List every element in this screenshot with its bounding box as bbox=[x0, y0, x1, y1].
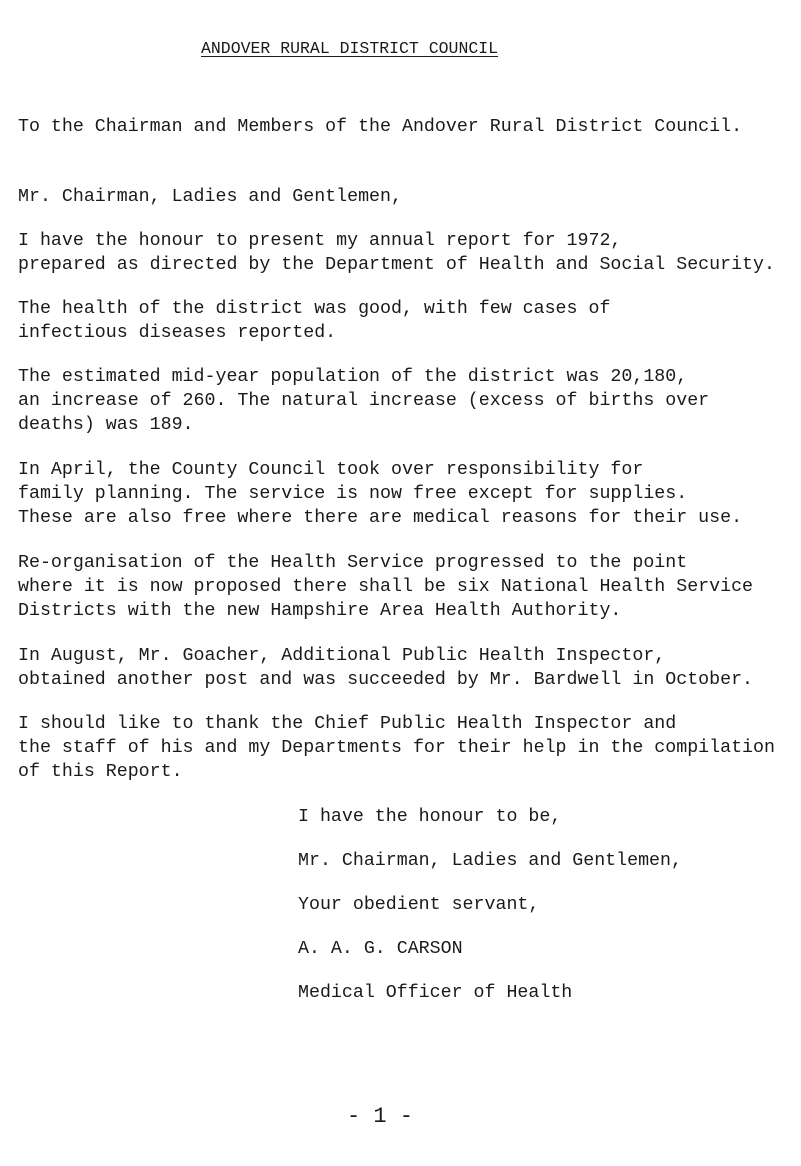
paragraph-7-line-1: I should like to thank the Chief Public Health Inspector and bbox=[18, 714, 677, 734]
paragraph-4-line-2: family planning. The service is now free except for supplies. bbox=[18, 484, 688, 504]
signatory-name: A. A. G. CARSON bbox=[298, 939, 463, 959]
closing-line-2: Mr. Chairman, Ladies and Gentlemen, bbox=[298, 851, 682, 871]
paragraph-3-line-2: an increase of 260. The natural increase (excess of births over bbox=[18, 391, 710, 411]
page-title: ANDOVER RURAL DISTRICT COUNCIL bbox=[201, 39, 499, 58]
paragraph-6-line-1: In August, Mr. Goacher, Additional Public Health Inspector, bbox=[18, 646, 666, 666]
paragraph-7-line-3: of this Report. bbox=[18, 762, 183, 782]
paragraph-4-line-3: These are also free where there are medical reasons for their use. bbox=[18, 508, 743, 528]
paragraph-6-line-2: obtained another post and was succeeded by Mr. Bardwell in October. bbox=[18, 670, 754, 690]
paragraph-5-line-1: Re-organisation of the Health Service progressed to the point bbox=[18, 553, 688, 573]
paragraph-4-line-1: In April, the County Council took over responsibility for bbox=[18, 460, 644, 480]
paragraph-2-line-2: infectious diseases reported. bbox=[18, 323, 337, 343]
address-line: To the Chairman and Members of the Andover Rural District Council. bbox=[18, 117, 743, 137]
paragraph-2-line-1: The health of the district was good, with few cases of bbox=[18, 299, 611, 319]
paragraph-5-line-2: where it is now proposed there shall be six National Health Service bbox=[18, 577, 754, 597]
paragraph-1-line-2: prepared as directed by the Department of Health and Social Security. bbox=[18, 255, 775, 275]
paragraph-5-line-3: Districts with the new Hampshire Area Health Authority. bbox=[18, 601, 622, 621]
closing-line-3: Your obedient servant, bbox=[298, 895, 540, 915]
paragraph-1-line-1: I have the honour to present my annual report for 1972, bbox=[18, 231, 622, 251]
closing-line-1: I have the honour to be, bbox=[298, 807, 562, 827]
paragraph-3-line-3: deaths) was 189. bbox=[18, 415, 194, 435]
signatory-role: Medical Officer of Health bbox=[298, 983, 573, 1003]
page-number: - 1 - bbox=[347, 1104, 414, 1129]
paragraph-7-line-2: the staff of his and my Departments for their help in the compilation bbox=[18, 738, 775, 758]
paragraph-3-line-1: The estimated mid-year population of the district was 20,180, bbox=[18, 367, 688, 387]
salutation: Mr. Chairman, Ladies and Gentlemen, bbox=[18, 187, 402, 207]
